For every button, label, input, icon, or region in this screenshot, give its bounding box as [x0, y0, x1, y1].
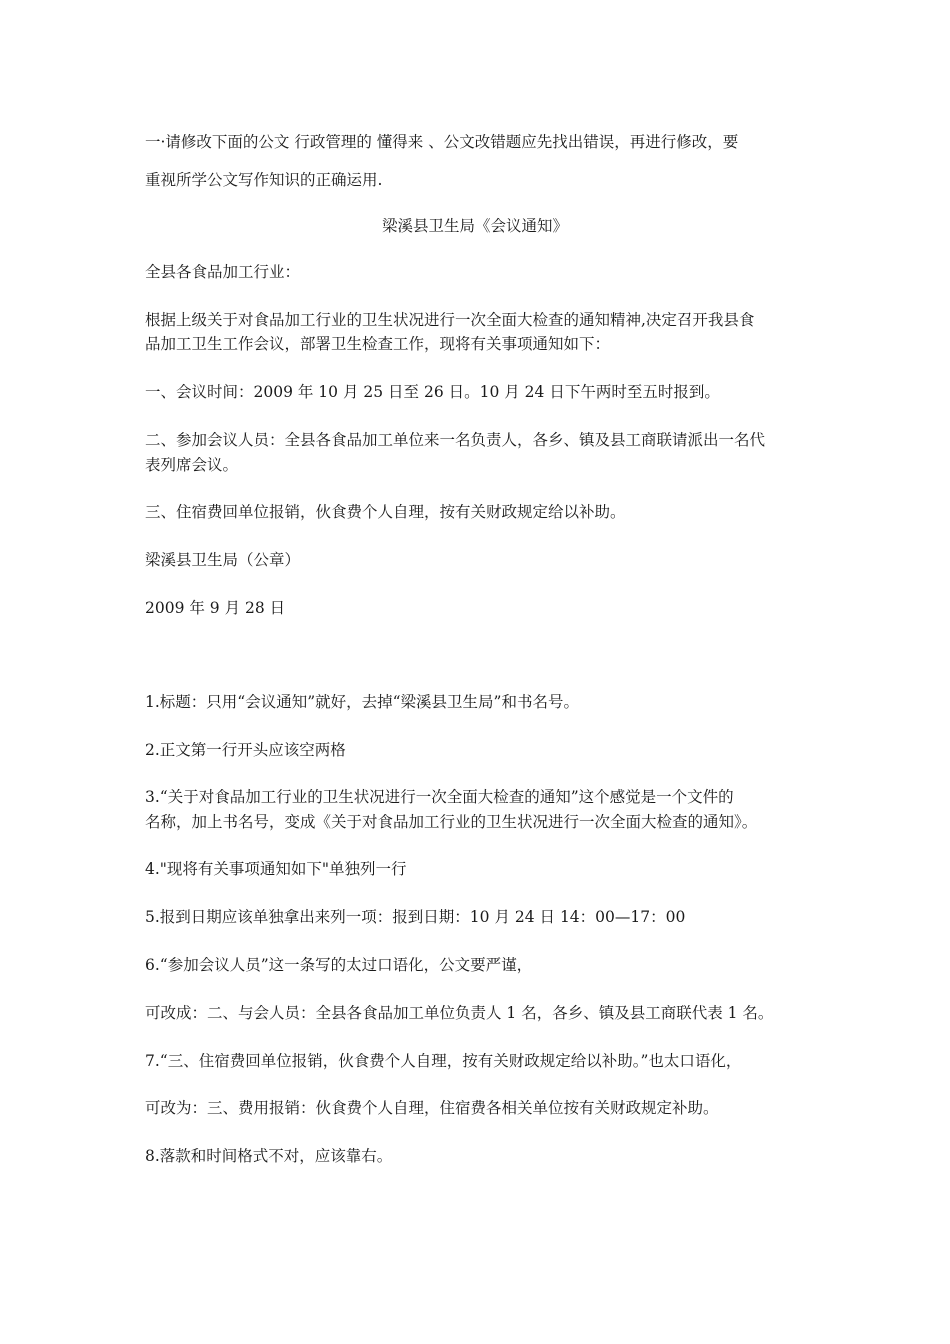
answer-8: 8.落款和时间格式不对，应该靠右。 [145, 1147, 393, 1165]
notice-item-2-line-2: 表列席会议。 [145, 456, 239, 474]
answer-6: 6.“参加会议人员”这一条写的太过口语化，公文要严谨， [145, 956, 533, 974]
notice-item-1: 一、会议时间：2009 年 10 月 25 日至 26 日。10 月 24 日下午两时至五时报到。 [145, 383, 720, 401]
answer-3-line-2: 名称，加上书名号，变成《关于对食品加工行业的卫生状况进行一次全面大检查的通知》。 [145, 813, 758, 831]
notice-title: 梁溪县卫生局《会议通知》 [381, 217, 568, 235]
notice-body-line-2: 品加工卫生工作会议，部署卫生检查工作，现将有关事项通知如下： [145, 335, 611, 353]
answer-4: 4."现将有关事项通知如下"单独列一行 [145, 860, 407, 878]
answer-3-line-1: 3.“关于对食品加工行业的卫生状况进行一次全面大检查的通知”这个感觉是一个文件的 [145, 788, 734, 806]
intro-line-1: 一·请修改下面的公文 行政管理的 懂得来 、公文改错题应先找出错误，再进行修改，要 [145, 133, 739, 151]
answer-7: 7.“三、住宿费回单位报销，伙食费个人自理，按有关财政规定给以补助。”也太口语化， [145, 1052, 742, 1070]
answer-5: 5.报到日期应该单独拿出来列一项：报到日期：10 月 24 日 14：00—17：00 [145, 908, 686, 926]
intro-line-2: 重视所学公文写作知识的正确运用. [145, 171, 383, 189]
notice-item-2-line-1: 二、参加会议人员：全县各食品加工单位来一名负责人，各乡、镇及县工商联请派出一名代 [145, 431, 766, 449]
notice-date: 2009 年 9 月 28 日 [145, 599, 286, 617]
notice-item-3: 三、住宿费回单位报销，伙食费个人自理，按有关财政规定给以补助。 [145, 503, 626, 521]
notice-signature: 梁溪县卫生局（公章） [145, 551, 301, 569]
answer-7-fix: 可改为：三、费用报销：伙食费个人自理，住宿费各相关单位按有关财政规定补助。 [145, 1099, 719, 1117]
answer-2: 2.正文第一行开头应该空两格 [145, 741, 346, 759]
answer-1: 1.标题：只用“会议通知”就好，去掉“梁溪县卫生局”和书名号。 [145, 693, 579, 711]
answer-6-fix: 可改成：二、与会人员：全县各食品加工单位负责人 1 名，各乡、镇及县工商联代表 1 名。 [145, 1004, 774, 1022]
notice-body-line-1: 根据上级关于对食品加工行业的卫生状况进行一次全面大检查的通知精神,决定召开我县食 [145, 311, 755, 329]
notice-salutation: 全县各食品加工行业： [145, 263, 301, 281]
